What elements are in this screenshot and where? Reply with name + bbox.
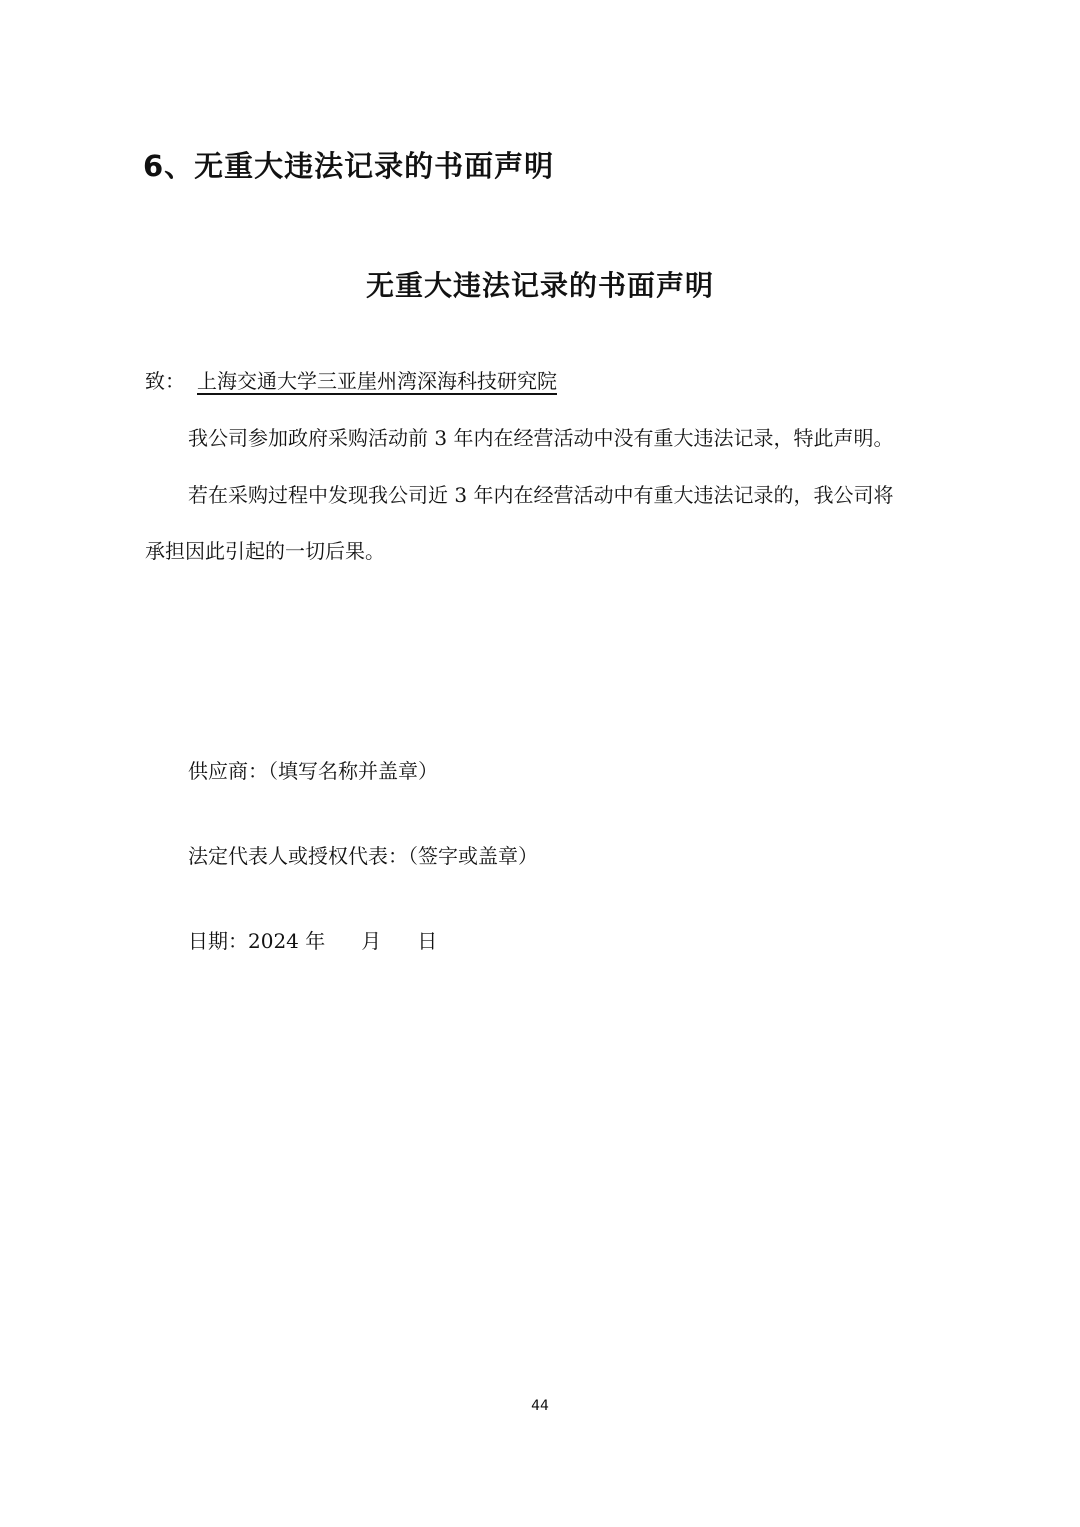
- liability-paragraph-line-2: 承担因此引起的一切后果。: [145, 539, 385, 563]
- supplier-signature-line: 供应商：（填写名称并盖章）: [188, 759, 438, 783]
- statement-paragraph: 我公司参加政府采购活动前 3 年内在经营活动中没有重大违法记录，特此声明。: [188, 426, 894, 450]
- date-day-label: 日: [417, 929, 438, 953]
- document-title: 无重大违法记录的书面声明: [365, 269, 714, 302]
- page-number: 44: [531, 1398, 549, 1414]
- representative-signature-line: 法定代表人或授权代表：（签字或盖章）: [188, 844, 538, 868]
- date-year-label: 日期：2024 年: [188, 929, 326, 953]
- recipient-line: [145, 364, 569, 398]
- recipient-label: 致：: [145, 369, 185, 393]
- date-line: [188, 924, 437, 958]
- date-month-label: 月: [361, 929, 382, 953]
- recipient-name: 上海交通大学三亚崖州湾深海科技研究院: [197, 369, 557, 393]
- liability-paragraph-line-1: 若在采购过程中发现我公司近 3 年内在经营活动中有重大违法记录的，我公司将: [188, 483, 894, 507]
- section-heading: 6、无重大违法记录的书面声明: [143, 149, 555, 183]
